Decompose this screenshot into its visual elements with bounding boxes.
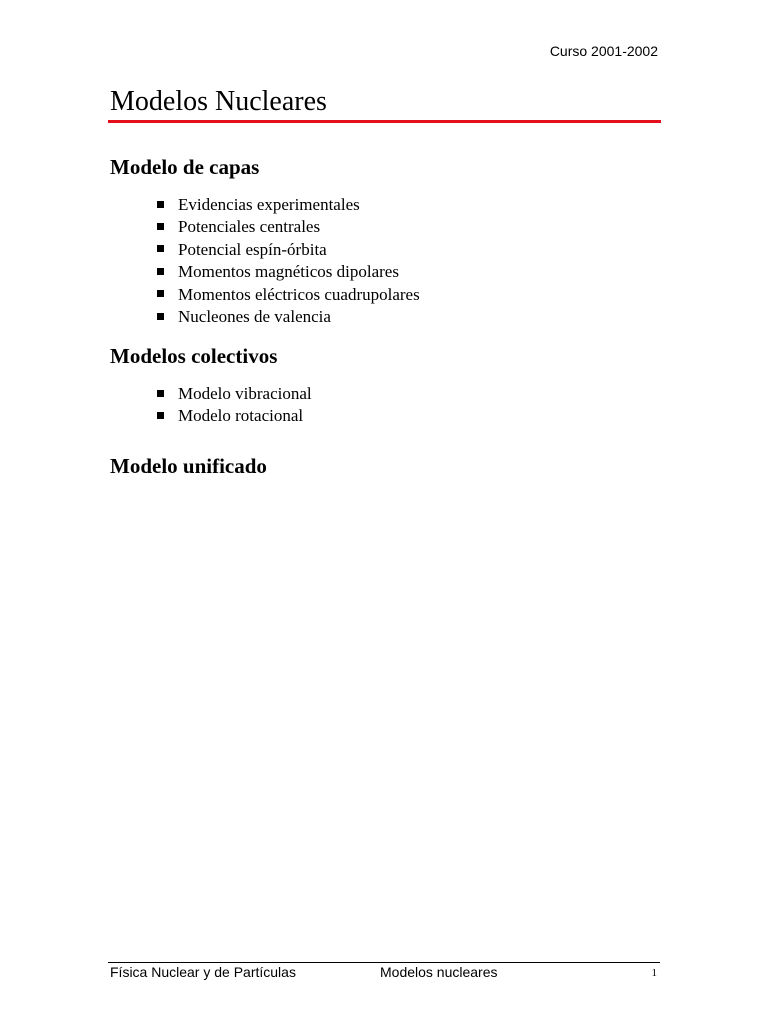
list-item — [157, 405, 312, 427]
square-bullet-icon — [157, 223, 164, 230]
list-item — [157, 261, 420, 283]
footer-course-name: Física Nuclear y de Partículas — [110, 964, 296, 980]
square-bullet-icon — [157, 313, 164, 320]
page-number: 1 — [651, 967, 657, 979]
list-item — [157, 383, 312, 405]
list-item-text: Nucleones de valencia — [178, 306, 331, 326]
list-item-text: Modelo rotacional — [178, 406, 304, 426]
list-item — [157, 194, 420, 216]
list-item — [157, 284, 420, 306]
section-heading-modelo-de-capas: Modelo de capas — [110, 155, 260, 179]
footer-chapter-name: Modelos nucleares — [380, 964, 498, 980]
section-heading-modelos-colectivos: Modelos colectivos — [110, 344, 278, 368]
page-title: Modelos Nucleares — [110, 86, 327, 117]
square-bullet-icon — [157, 201, 164, 208]
list-item — [157, 239, 420, 261]
list-item — [157, 306, 420, 328]
list-item-text: Potencial espín-órbita — [178, 239, 327, 259]
square-bullet-icon — [157, 290, 164, 297]
list-item-text: Potenciales centrales — [178, 217, 321, 237]
list-item — [157, 216, 420, 238]
list-item-text: Modelo vibracional — [178, 384, 312, 403]
list-item-text: Momentos eléctricos cuadrupolares — [178, 284, 420, 304]
list-item-text: Evidencias experimentales — [178, 195, 360, 214]
square-bullet-icon — [157, 268, 164, 275]
section-heading-modelo-unificado: Modelo unificado — [110, 454, 267, 478]
square-bullet-icon — [157, 390, 164, 397]
title-underline — [108, 120, 661, 123]
list-item-text: Momentos magnéticos dipolares — [178, 262, 399, 282]
course-label: Curso 2001-2002 — [549, 43, 658, 59]
bullet-list-modelos-colectivos — [157, 383, 312, 428]
square-bullet-icon — [157, 245, 164, 252]
bullet-list-modelo-de-capas — [157, 194, 420, 328]
square-bullet-icon — [157, 412, 164, 419]
